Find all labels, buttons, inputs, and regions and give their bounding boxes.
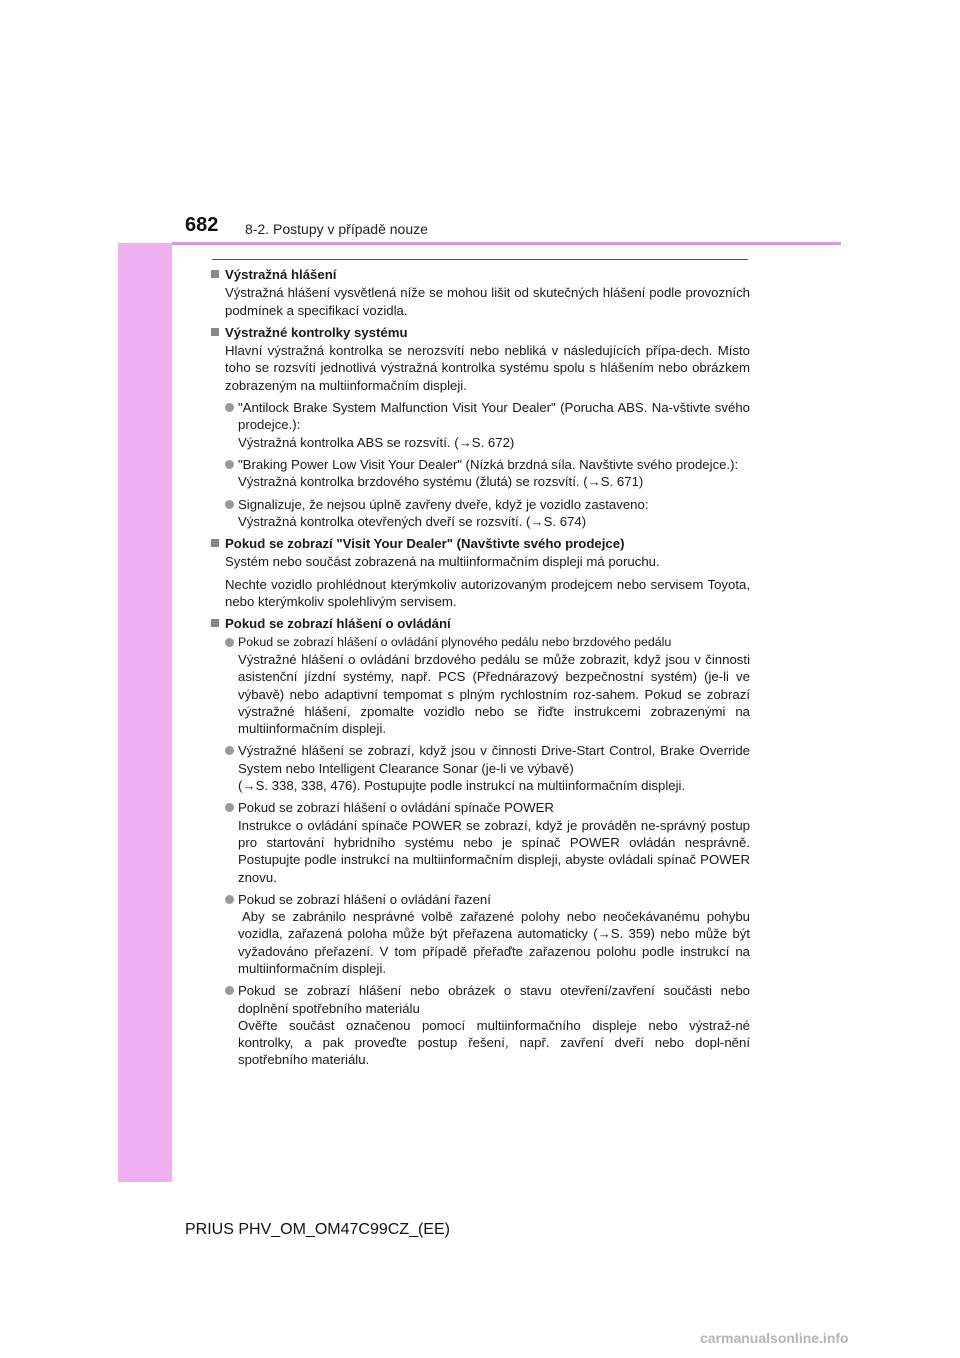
paragraph: Nechte vozidlo prohlédnout kterýmkoliv autorizovaným prodejcem nebo servisem Toyota, nebo kterýmkoliv spolehlivým servisem.: [225, 576, 750, 610]
paragraph: Hlavní výstražná kontrolka se nerozsvítí nebo nebliká v následujících přípa-dech. Místo toho se rozsvítí jednotlivá výstražná kontrolka systému spolu s hlášením nebo obrázkem zobrazeným na multiinformačním displeji.: [225, 343, 750, 393]
list-item: [225, 456, 750, 491]
item-title: Pokud se zobrazí hlášení o ovládání spínače POWER: [238, 800, 554, 816]
item-body: Výstražné hlášení o ovládání brzdového pedálu se může zobrazit, když jsou v činnosti asistenční jízdní systémy, např. PCS (Přednárazový bezpečnostní systém) (je-li ve výbavě) nebo adaptivní tempomat s plným rychlostním roz-sahem. Pokud se zobrazí výstražné hlášení, zpomalte vozidlo nebo se řiďte instrukcemi zobrazenými na multiinformačním displeji.: [238, 651, 750, 737]
square-bullet-icon: [211, 328, 219, 336]
square-bullet-icon: [211, 539, 219, 547]
heading-text: Pokud se zobrazí "Visit Your Dealer" (Navštivte svého prodejce): [225, 536, 625, 552]
header-band: [118, 175, 840, 243]
header-rule: [172, 242, 841, 245]
heading-text: Pokud se zobrazí hlášení o ovládání: [225, 616, 451, 632]
page-number: 682: [185, 214, 219, 236]
list-item: [225, 982, 750, 1068]
list-item: [225, 742, 750, 794]
paragraph: Systém nebo součást zobrazená na multiinformačním displeji má poruchu.: [225, 554, 660, 570]
heading-text: Výstražná hlášení: [225, 267, 337, 282]
watermark: carmanualsonline.info: [700, 1330, 849, 1346]
section-heading: [210, 324, 750, 341]
side-band: [118, 175, 172, 1182]
item-title: "Antilock Brake System Malfunction Visit Your Dealer" (Porucha ABS. Na-vštivte svého prodejce.):: [238, 400, 750, 433]
list-item: [225, 799, 750, 885]
round-bullet-icon: [225, 746, 234, 755]
list-item: [225, 891, 750, 977]
heading-text: Výstražné kontrolky systému: [225, 324, 408, 340]
list-item: [225, 634, 750, 738]
square-bullet-icon: [211, 270, 219, 278]
document-code: PRIUS PHV_OM_OM47C99CZ_(EE): [185, 1221, 450, 1238]
round-bullet-icon: [225, 895, 234, 904]
content-rule: [212, 259, 748, 260]
page-content: [210, 266, 750, 1074]
item-body: Výstražná kontrolka ABS se rozsvítí. (→S. 672): [238, 434, 515, 450]
item-body: Výstražná kontrolka brzdového systému (žlutá) se rozsvítí. (→S. 671): [238, 474, 644, 490]
item-title: Signalizuje, že nejsou úplně zavřeny dveře, když je vozidlo zastaveno:: [238, 496, 649, 512]
section-heading: [210, 615, 750, 632]
item-title: Pokud se zobrazí hlášení nebo obrázek o stavu otevření/zavření součásti nebo doplnění spotřebního materiálu: [238, 983, 750, 1016]
paragraph: Výstražná hlášení vysvětlená níže se mohou lišit od skutečných hlášení podle provozních podmínek a specifikací vozidla.: [225, 285, 750, 318]
item-body: Aby se zabránilo nesprávné volbě zařazené polohy nebo neočekávanému pohybu vozidla, zařazená poloha může být přeřazena automaticky (→S. 359) nebo může být vyžadováno přeřazení. V tom případě přeřaďte zařazenou polohu podle instrukcí na multiinformačním displeji.: [238, 909, 750, 976]
round-bullet-icon: [225, 500, 234, 509]
list-item: [225, 399, 750, 451]
round-bullet-icon: [225, 403, 234, 412]
round-bullet-icon: [225, 803, 234, 812]
round-bullet-icon: [225, 638, 234, 647]
section-heading: [210, 266, 750, 283]
item-body: Výstražná kontrolka otevřených dveří se rozsvítí. (→S. 674): [238, 513, 587, 529]
item-title: Pokud se zobrazí hlášení o ovládání řazení: [238, 891, 491, 907]
item-title: "Braking Power Low Visit Your Dealer" (Nízká brzdná síla. Navštivte svého prodejce.):: [238, 456, 739, 472]
round-bullet-icon: [225, 986, 234, 995]
item-title: Pokud se zobrazí hlášení o ovládání plynového pedálu nebo brzdového pedálu: [238, 634, 672, 649]
item-title: Výstražné hlášení se zobrazí, když jsou v činnosti Drive-Start Control, Brake Override System nebo Intelligent Clearance Sonar (je-li ve výbavě): [238, 743, 750, 776]
section-heading: [210, 535, 750, 552]
list-item: [225, 496, 750, 531]
section-title: 8-2. Postupy v případě nouze: [245, 221, 428, 237]
item-body: Ověřte součást označenou pomocí multiinformačního displeje nebo výstraž-né kontrolky, a pak proveďte postup řešení, např. zavření dveří nebo dopl-nění spotřebního materiálu.: [238, 1017, 750, 1068]
item-body: (→S. 338, 338, 476). Postupujte podle instrukcí na multiinformačním displeji.: [238, 778, 686, 794]
round-bullet-icon: [225, 460, 234, 469]
square-bullet-icon: [211, 619, 219, 627]
item-body: Instrukce o ovládání spínače POWER se zobrazí, když je prováděn ne-správný postup pro startování hybridního systému nebo je spínač POWER ovládán nesprávně. Postupujte podle instrukcí na multiinformačním displeji, abyste ovládali spínač POWER znovu.: [238, 817, 750, 885]
